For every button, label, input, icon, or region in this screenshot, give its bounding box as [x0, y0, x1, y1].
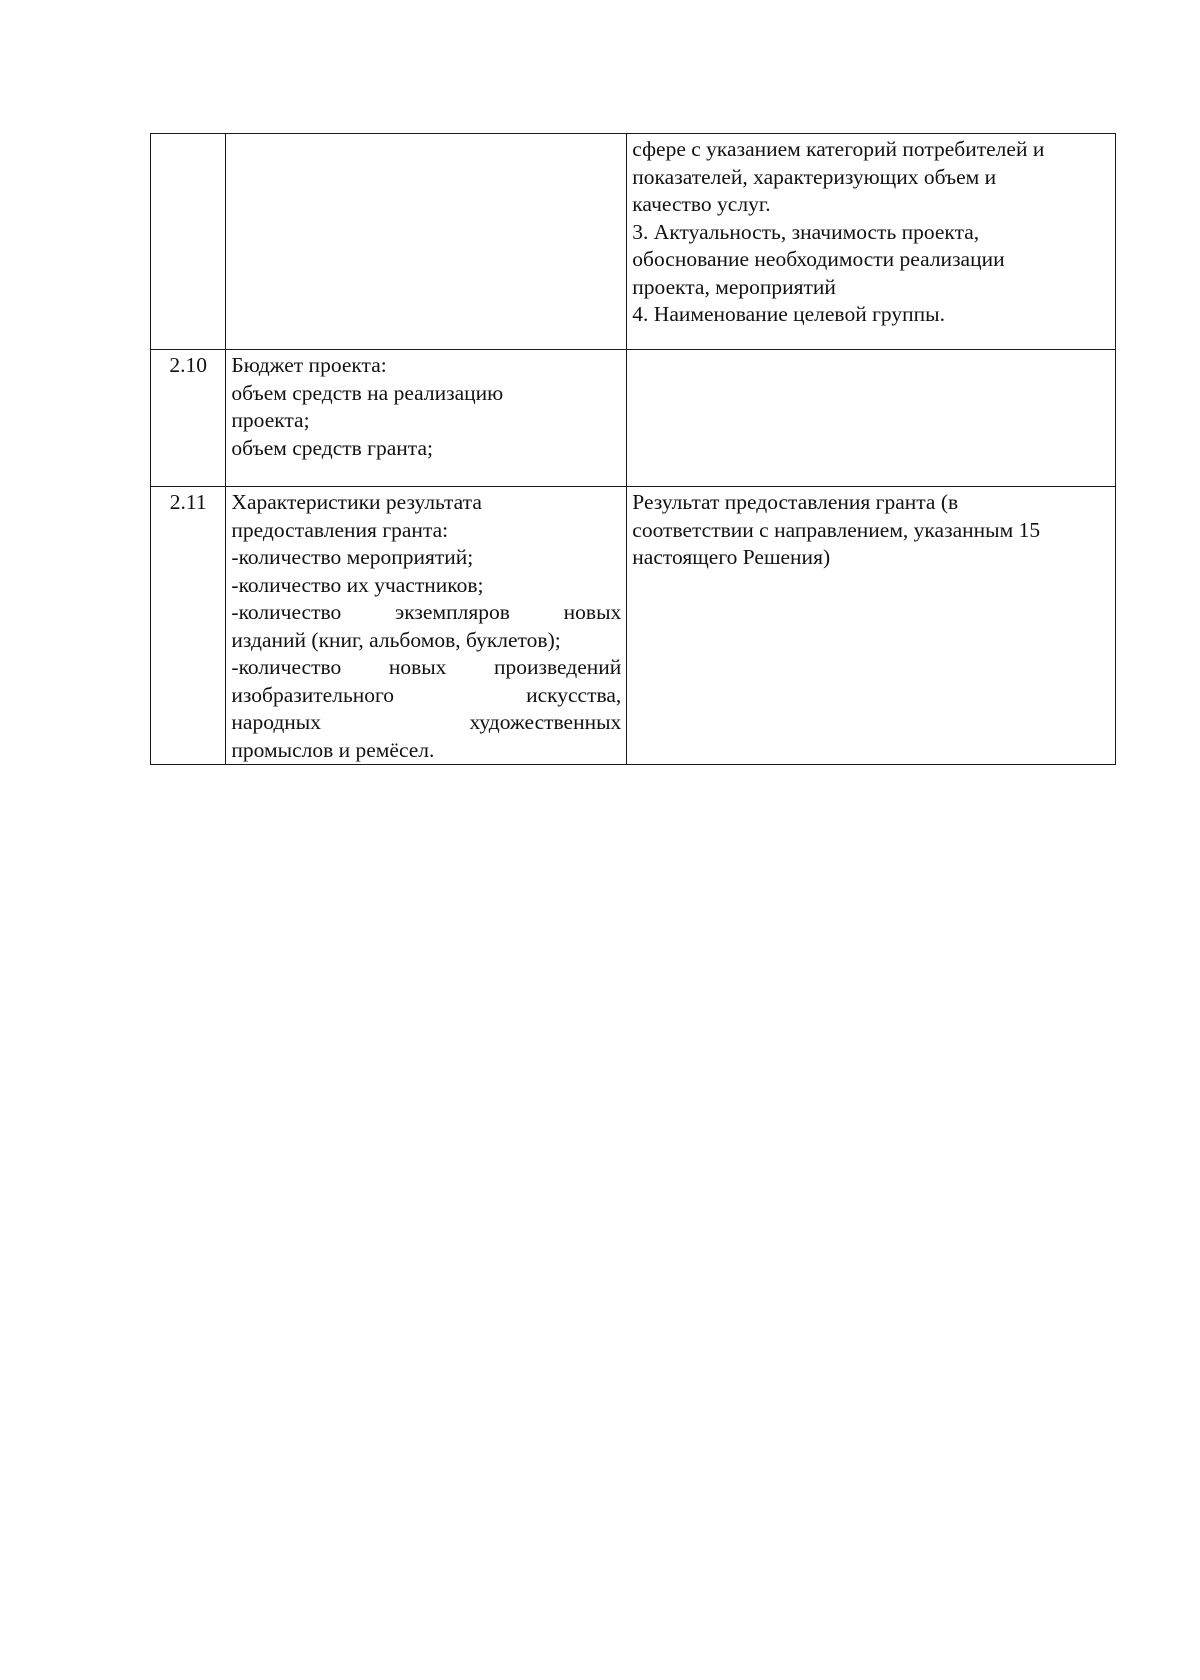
row-number-cell: 2.11 — [151, 487, 226, 765]
description-justified-line — [231, 654, 621, 682]
description-line: -количество мероприятий; — [231, 545, 474, 569]
row-value-cell — [627, 350, 1116, 487]
word: новых — [563, 600, 622, 624]
description-line: -количество их участников; — [231, 572, 484, 597]
word: искусства, — [526, 682, 622, 707]
word: художественных — [469, 710, 622, 734]
description-justified-line — [231, 682, 621, 710]
description-line: изданий (книг, альбомов, буклетов); — [231, 627, 561, 652]
word: изобразительного — [231, 682, 395, 707]
value-line: соответствии с направлением, указанным 15 — [632, 517, 1041, 542]
value-line: проекта, мероприятий — [632, 274, 836, 299]
word: -количество — [231, 600, 342, 624]
description-line: объем средств на реализацию — [231, 380, 504, 405]
description-line: Характеристики результата — [231, 490, 482, 514]
value-line: качество услуг. — [632, 192, 771, 216]
row-value-cell — [627, 134, 1116, 350]
word: народных — [231, 710, 321, 734]
value-line: Результат предоставления гранта (в — [632, 490, 959, 514]
description-justified-line — [231, 709, 621, 737]
value-line: показателей, характеризующих объем и — [632, 164, 997, 189]
row-number-cell — [151, 134, 226, 350]
row-number-cell: 2.10 — [151, 350, 226, 487]
value-line: обоснование необходимости реализации — [632, 247, 1005, 271]
description-line: предоставления гранта: — [231, 517, 449, 542]
table-row — [151, 487, 1116, 765]
row-description-cell — [226, 350, 627, 487]
word: новых — [388, 655, 447, 679]
description-justified-line — [231, 599, 621, 627]
value-line: 3. Актуальность, значимость проекта, — [632, 219, 980, 244]
description-line: проекта; — [231, 408, 310, 432]
description-line: промыслов и ремёсел. — [231, 737, 435, 762]
row-description-cell — [226, 134, 627, 350]
row-value-cell — [627, 487, 1116, 765]
value-line: 4. Наименование целевой группы. — [632, 302, 945, 326]
word: экземпляров — [395, 600, 510, 624]
table-row — [151, 350, 1116, 487]
description-line: объем средств гранта; — [231, 435, 433, 460]
table-row — [151, 134, 1116, 350]
criteria-table — [150, 133, 1116, 765]
description-line: Бюджет проекта: — [231, 353, 387, 377]
value-line: настоящего Решения) — [632, 545, 831, 569]
word: произведений — [494, 655, 622, 679]
value-line: сфере с указанием категорий потребителей и — [632, 137, 1045, 161]
word: -количество — [231, 655, 342, 679]
row-description-cell — [226, 487, 627, 765]
